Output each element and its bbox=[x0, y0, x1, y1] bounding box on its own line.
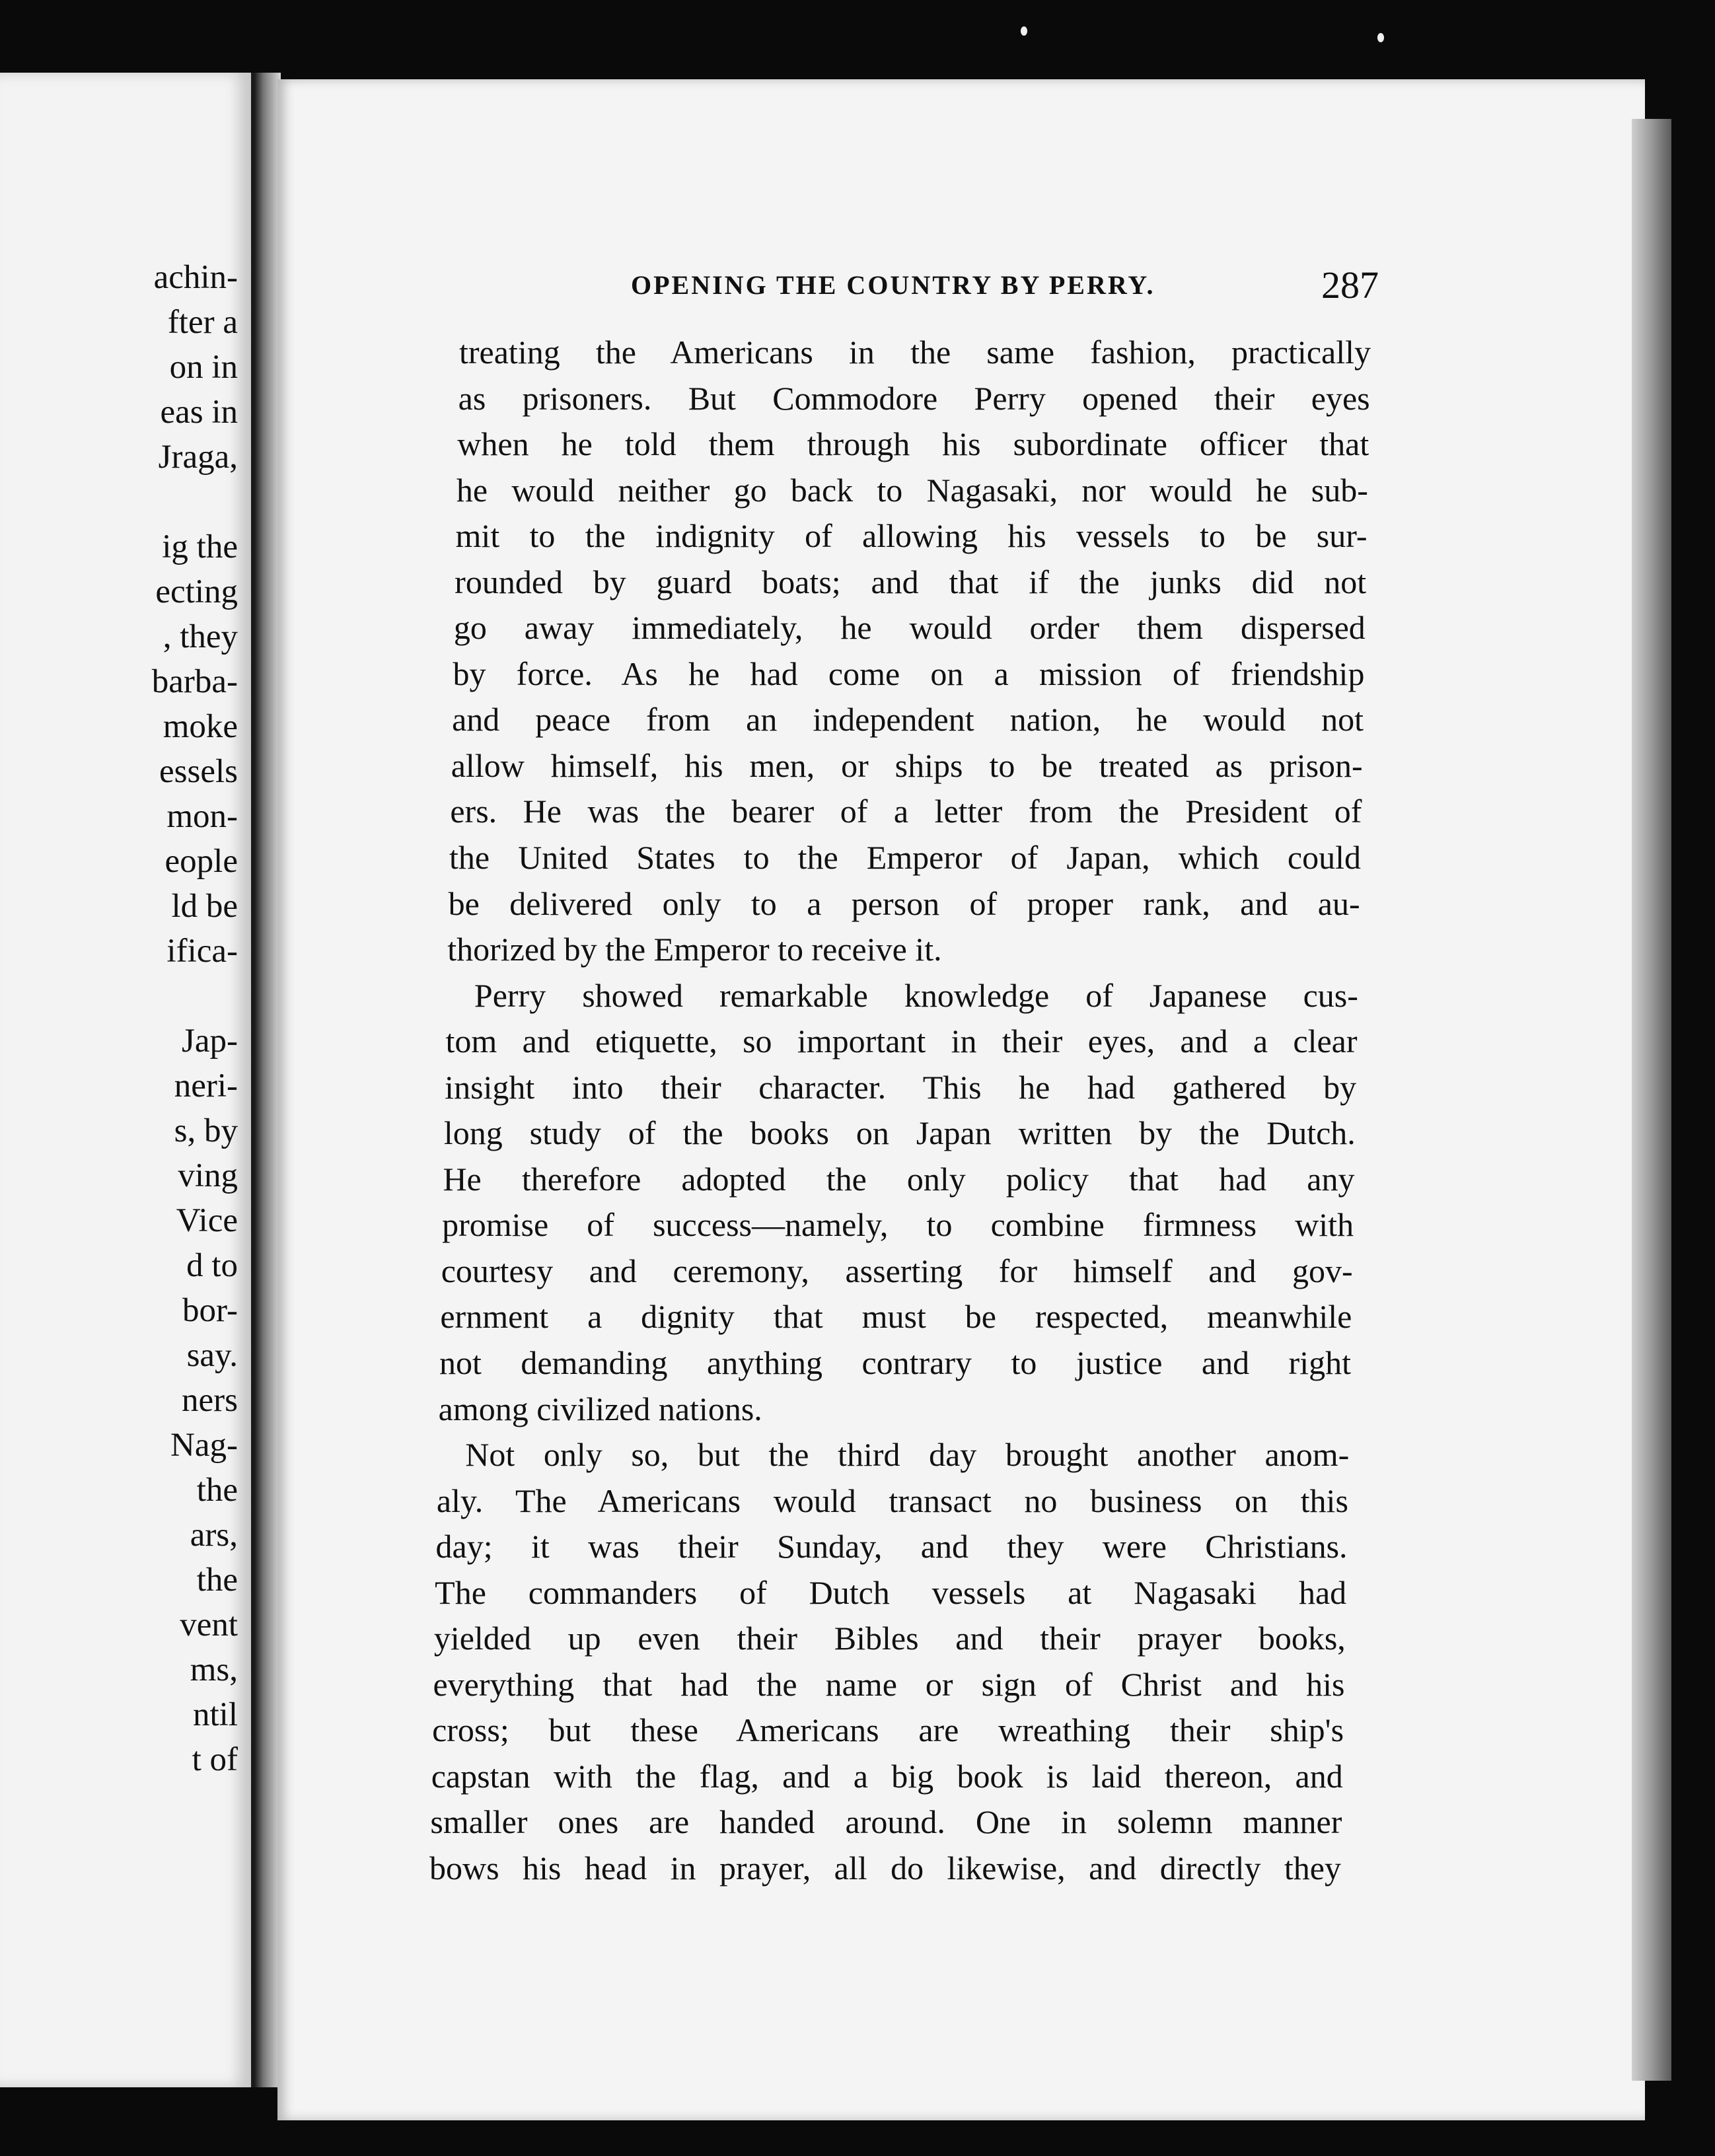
facing-page-line: eas in bbox=[160, 394, 238, 431]
facing-page-line: ving bbox=[178, 1157, 238, 1194]
body-text-line: go away immediately, he would order them dispersed bbox=[453, 609, 1366, 647]
facing-page-line: Jraga, bbox=[158, 439, 238, 476]
facing-page-line: Jap- bbox=[182, 1023, 238, 1060]
scan-speck bbox=[1377, 33, 1384, 42]
body-text-line: bows his head in prayer, all do likewise, and directly they bbox=[429, 1850, 1341, 1886]
body-text-line: everything that had the name or sign of Christ and his bbox=[433, 1665, 1345, 1703]
body-text-line: he would neither go back to Nagasaki, nor would he sub- bbox=[456, 471, 1368, 509]
facing-page-line: the bbox=[196, 1472, 238, 1509]
body-text-line: smaller ones are handed around. One in solemn manner bbox=[430, 1803, 1342, 1841]
body-text-line: be delivered only to a person of proper rank, and au- bbox=[448, 884, 1360, 922]
facing-page-line: vent bbox=[180, 1606, 238, 1643]
facing-page-line: t of bbox=[192, 1741, 238, 1778]
body-text-line: tom and etiquette, so important in their eyes, and a clear bbox=[445, 1023, 1358, 1060]
facing-page-line: achin- bbox=[153, 259, 238, 296]
body-text-line: long study of the books on Japan written by the Dutch. bbox=[443, 1114, 1356, 1152]
facing-page-left bbox=[0, 73, 255, 2087]
facing-page-line: ecting bbox=[155, 573, 238, 610]
facing-page-line: on in bbox=[169, 349, 238, 386]
facing-page-line: eople bbox=[164, 843, 238, 880]
facing-page-line: ifica- bbox=[166, 933, 238, 970]
facing-page-line: moke bbox=[163, 708, 238, 745]
facing-page-line: ld be bbox=[171, 888, 238, 925]
book-gutter bbox=[254, 73, 281, 2087]
body-text-line: as prisoners. But Commodore Perry opened their eyes bbox=[458, 379, 1370, 417]
body-text-line: by force. As he had come on a mission of friendship bbox=[453, 655, 1365, 692]
facing-page-line: ners bbox=[182, 1382, 238, 1419]
body-text-line: ernment a dignity that must be respected, meanwhile bbox=[440, 1298, 1352, 1336]
body-text-line: yielded up even their Bibles and their prayer books, bbox=[433, 1620, 1346, 1657]
facing-page-line: say. bbox=[186, 1337, 238, 1374]
body-text-line: insight into their character. This he had gathered by bbox=[445, 1068, 1357, 1106]
body-text-line: Not only so, but the third day brought another anom- bbox=[465, 1436, 1350, 1474]
facing-page-line: ars, bbox=[190, 1517, 238, 1554]
facing-page-line: Vice bbox=[176, 1202, 238, 1239]
running-head: OPENING THE COUNTRY BY PERRY. bbox=[631, 270, 1155, 300]
facing-page-line: , they bbox=[163, 618, 238, 655]
body-text-line: aly. The Americans would transact no business on this bbox=[436, 1482, 1348, 1519]
facing-page-line: bor- bbox=[182, 1292, 238, 1329]
facing-page-line: ig the bbox=[162, 528, 238, 565]
body-text-line: cross; but these Americans are wreathing their ship's bbox=[432, 1711, 1344, 1749]
page-edge-stack bbox=[1632, 119, 1671, 2081]
body-text-line: Perry showed remarkable knowledge of Japanese cus- bbox=[474, 976, 1358, 1014]
facing-page-line: barba- bbox=[151, 663, 238, 700]
facing-page-line: ntil bbox=[192, 1696, 238, 1733]
body-text-line: mit to the indignity of allowing his vessels to be sur- bbox=[455, 517, 1368, 555]
page-number: 287 bbox=[1321, 264, 1379, 306]
facing-page-line: neri- bbox=[174, 1067, 238, 1104]
facing-page-line: ms, bbox=[190, 1651, 238, 1688]
body-text-line: thorized by the Emperor to receive it. bbox=[447, 931, 942, 968]
body-text-line: The commanders of Dutch vessels at Nagasaki had bbox=[435, 1573, 1347, 1611]
body-text-line: when he told them through his subordinate officer that bbox=[457, 425, 1369, 463]
body-text-line: among civilized nations. bbox=[438, 1390, 762, 1427]
scan-speck bbox=[1021, 26, 1027, 36]
body-text-line: rounded by guard boats; and that if the junks did not bbox=[455, 563, 1367, 600]
body-text-line: He therefore adopted the only policy that had any bbox=[443, 1160, 1355, 1198]
facing-page-line: the bbox=[196, 1562, 238, 1599]
facing-page-line: Nag- bbox=[170, 1427, 238, 1464]
body-text-line: promise of success—namely, to combine firmness with bbox=[442, 1206, 1354, 1244]
facing-page-line: s, by bbox=[174, 1112, 238, 1149]
body-text-line: and peace from an independent nation, he would not bbox=[452, 701, 1364, 738]
body-text-line: ers. He was the bearer of a letter from the President of bbox=[450, 793, 1362, 830]
facing-page-line: fter a bbox=[167, 304, 238, 341]
body-text-line: not demanding anything contrary to justice and right bbox=[439, 1344, 1351, 1381]
facing-page-line: essels bbox=[159, 753, 238, 790]
body-text-line: allow himself, his men, or ships to be treated as prison- bbox=[451, 746, 1363, 784]
body-text-line: day; it was their Sunday, and they were Christians. bbox=[435, 1528, 1348, 1565]
body-text-line: treating the Americans in the same fashion, practically bbox=[459, 334, 1371, 371]
body-text-line: capstan with the flag, and a big book is laid thereon, and bbox=[431, 1757, 1343, 1795]
body-text-line: courtesy and ceremony, asserting for himself and gov- bbox=[441, 1252, 1353, 1289]
facing-page-line: mon- bbox=[166, 798, 238, 835]
body-text-line: the United States to the Emperor of Japan, which could bbox=[449, 839, 1361, 876]
facing-page-line: d to bbox=[186, 1247, 238, 1284]
